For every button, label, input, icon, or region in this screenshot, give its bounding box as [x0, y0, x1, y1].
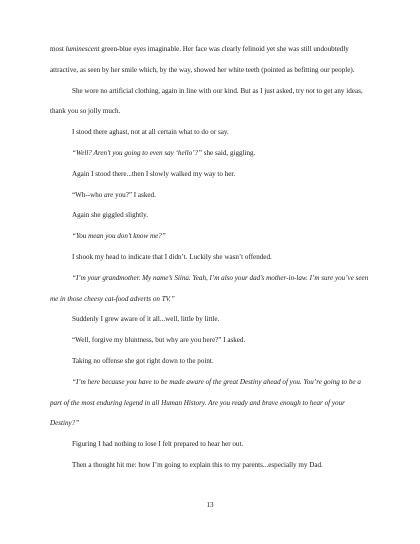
italic-text-run: luminescent [65, 45, 100, 53]
italic-text-run: not [305, 86, 315, 95]
page-number: 13 [206, 501, 214, 509]
paragraph [50, 372, 372, 434]
text-run: “Wh--who [72, 190, 105, 199]
text-run: Taking no offense she got right down to the point. [72, 356, 214, 365]
paragraph [50, 39, 372, 81]
text-run: She wore no artificial clothing, again in line with our kind. But as I just asked, try [72, 86, 306, 95]
paragraph [50, 143, 372, 164]
paragraph [50, 434, 372, 455]
text-run: I shook my head to indicate that I didn’t. Luckily she wasn’t offended. [72, 252, 272, 261]
paragraph [50, 247, 372, 268]
text-run: she said, giggling. [201, 148, 256, 157]
text-run: most [50, 45, 66, 53]
paragraph [50, 226, 372, 247]
text-run: I stood there aghast, not at all certain what to do or say. [72, 128, 229, 137]
paragraph [50, 122, 372, 143]
paragraph [50, 330, 372, 351]
paragraph [50, 81, 372, 123]
italic-text-run: “You mean you don’t know me?” [72, 232, 166, 241]
italic-text-run: are [104, 190, 114, 199]
paragraph [50, 185, 372, 206]
body-text [50, 39, 372, 476]
text-run: Again she giggled slightly. [72, 211, 148, 220]
text-run: you?” I asked. [113, 190, 156, 199]
paragraph [50, 351, 372, 372]
text-run: Suddenly I grew aware of it all...well, little by little. [72, 315, 220, 324]
text-run: green-blue eyes imaginable. Her face was clearly felinoid yet she was still undoubtedly attractive, as seen by her smile which, by the way, showed her white teeth (pointed as befitting our people). [50, 45, 355, 74]
paragraph [50, 164, 372, 185]
paragraph [50, 205, 372, 226]
text-run: “Well, forgive my bluntness, but why are you here?” I asked. [72, 336, 246, 345]
italic-text-run: “I’m here because you have to be made aware of the great Destiny ahead of you. You’re going to be a part of the most enduring legend in all Human History. Are you ready and brave enough to hear of your Destiny?” [50, 377, 361, 428]
paragraph [50, 455, 372, 476]
paragraph [50, 309, 372, 330]
italic-text-run: “I’m your grandmother. My name’s Siina. Yeah, I’m also your dad’s mother-in-law. I’m sure you’ve seen me in those cheesy cat-food adverts on TV.” [50, 273, 369, 303]
text-run: Then a thought hit me: how I’m going to explain this to my parents...especially my Dad. [72, 460, 323, 469]
text-run: Again I stood there...then I slowly walked my way to her. [72, 169, 236, 178]
text-run: Figuring I had nothing to lose I felt prepared to hear her out. [72, 440, 244, 449]
italic-text-run: “Well? Aren’t you going to even say ‘hello’?” [72, 148, 202, 157]
text-run: to get any ideas, thank you so jolly much. [50, 86, 363, 116]
paragraph [50, 268, 372, 310]
